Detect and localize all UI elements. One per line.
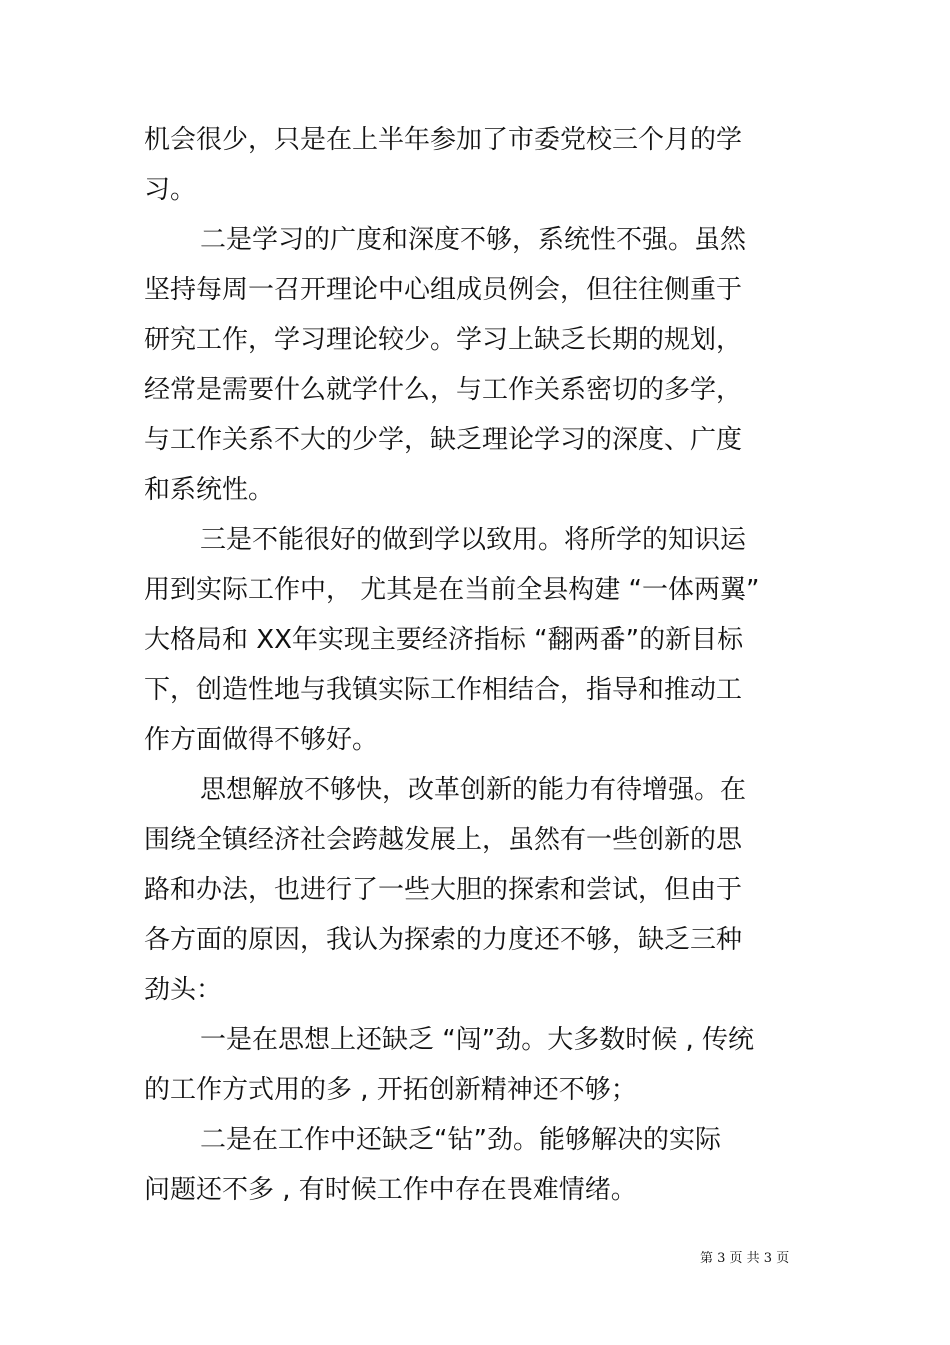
text-line-11: 大格局和 XX年实现主要经济指标 “翻两番”的新目标 — [144, 625, 744, 655]
text-line-7: 与工作关系不大的少学，缺乏理论学习的深度、广度 — [144, 425, 743, 455]
text-line-16: 路和办法，也进行了一些大胆的探索和尝试，但由于 — [144, 875, 743, 905]
text-line-1: 机会很少，只是在上半年参加了市委党校三个月的学 — [144, 125, 743, 155]
text-line-21: 二是在工作中还缺乏“钻”劲。能够解决的实际 — [200, 1125, 721, 1155]
text-line-6: 经常是需要什么就学什么，与工作关系密切的多学， — [144, 375, 743, 405]
text-line-3: 二是学习的广度和深度不够，系统性不强。虽然 — [200, 225, 747, 255]
text-line-4: 坚持每周一召开理论中心组成员例会，但往往侧重于 — [144, 275, 743, 305]
text-line-2: 习。 — [144, 175, 197, 205]
text-line-18: 劲头： — [144, 975, 223, 1005]
text-line-5: 研究工作，学习理论较少。学习上缺乏长期的规划， — [144, 325, 743, 355]
text-line-10: 用到实际工作中， 尤其是在当前全县构建 “一体两翼” — [144, 575, 760, 605]
text-line-22: 问题还不多 , 有时候工作中存在畏难情绪。 — [144, 1175, 637, 1205]
text-line-9: 三是不能很好的做到学以致用。将所学的知识运 — [200, 525, 747, 555]
text-line-8: 和系统性。 — [144, 475, 275, 505]
text-line-15: 围绕全镇经济社会跨越发展上，虽然有一些创新的思 — [144, 825, 743, 855]
text-line-17: 各方面的原因，我认为探索的力度还不够，缺乏三种 — [144, 925, 743, 955]
text-line-20: 的工作方式用的多 , 开拓创新精神还不够； — [144, 1075, 637, 1105]
page-number: 第 3 页 共 3 页 — [700, 1251, 790, 1266]
text-line-19: 一是在思想上还缺乏 “闯”劲。大多数时候 , 传统 — [200, 1025, 754, 1055]
text-line-13: 作方面做得不够好。 — [144, 725, 379, 755]
text-line-14: 思想解放不够快，改革创新的能力有待增强。在 — [200, 775, 747, 805]
text-line-12: 下，创造性地与我镇实际工作相结合，指导和推动工 — [144, 675, 743, 705]
